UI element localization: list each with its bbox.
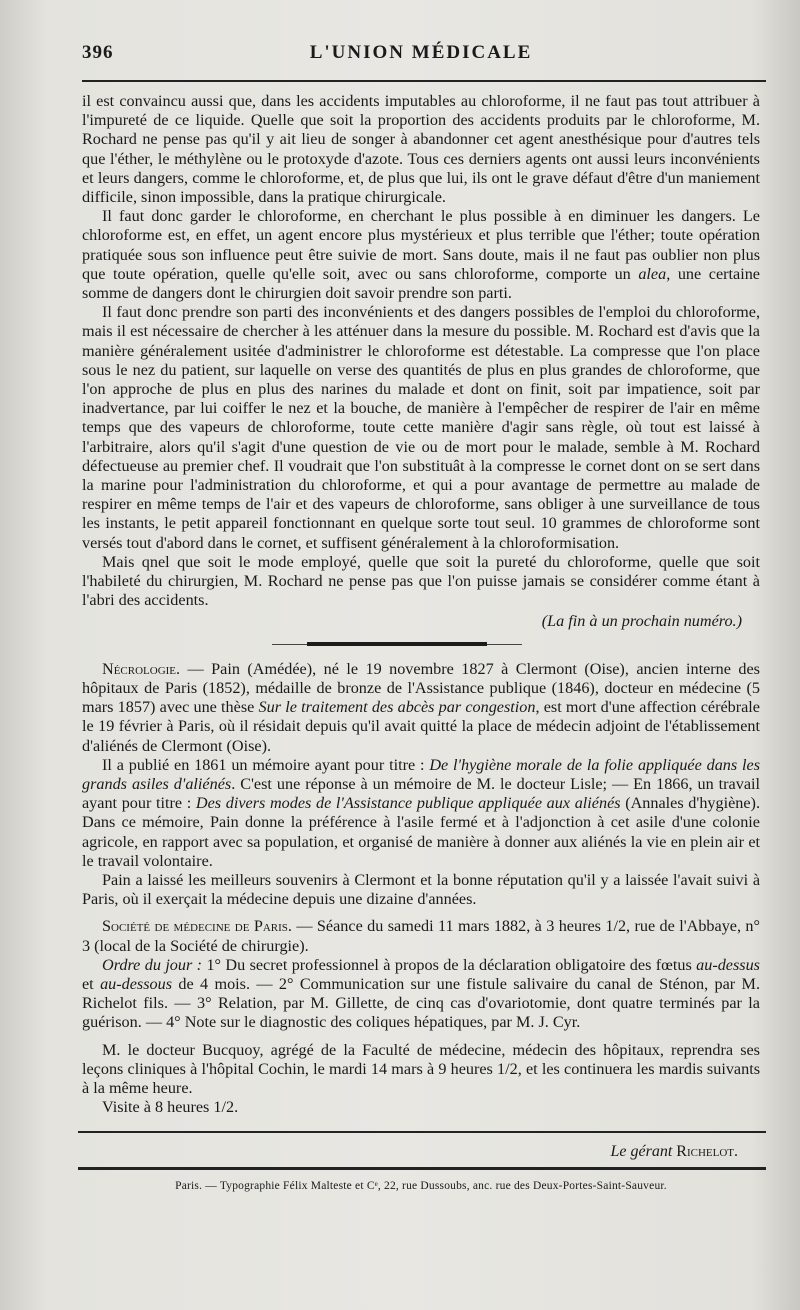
societe-text: — Séance du samedi 11 mars 1882, à 3 heures 1/2, rue de l'Abbaye, n° 3 (local de la Société de chirurgie). — [82, 917, 760, 955]
agenda-text: de 4 mois. — 2° Communication sur une fistule salivaire du canal de Sténon, par M. Richelot fils. — 3° Relation, par M. Gillette, de cinq cas d'ovariotomie, dont quatre terminés par la guérison. — 4° Note sur le diagnostic des coliques hépatiques, par M. J. Cyr. — [82, 974, 761, 1032]
section-divider — [82, 632, 760, 660]
necrologie-paragraph — [82, 756, 760, 871]
necrologie-paragraph: Pain a laissé les meilleurs souvenirs à Clermont et la bonne réputation qu'il y a laissée l'avait suivi à Paris, où il exerçait la médecine depuis une dizaine d'années. — [82, 870, 760, 909]
notice-paragraph: Visite à 8 heures 1/2. — [102, 1098, 239, 1117]
footer-rule-2 — [78, 1167, 766, 1170]
agenda-paragraph — [82, 956, 760, 1033]
societe-label: Société de médecine de Paris. — [102, 917, 292, 936]
agenda-italic: au-dessus — [696, 955, 760, 974]
continued-note: (La fin à un prochain numéro.) — [541, 612, 742, 631]
article-text: , une certaine somme de dangers dont le chirurgien doit savoir prendre son parti. — [82, 264, 760, 303]
agenda-text: et — [82, 974, 101, 993]
printer-imprint: Paris. — Typographie Félix Malteste et Cᵉ, 22, rue Dussoubs, anc. rue des Deux-Portes-Saint-Sauveur. — [175, 1180, 667, 1193]
necrologie-text: (Annales d'hygiène). Dans ce mémoire, Pain donne la préférence à l'asile fermé et à l'adjonction à cet asile d'une colonie agricole, en rapport avec sa population, et organisé de manière à donner aux aliénés la vie en plein air et le travail volontaire. — [82, 794, 760, 870]
agenda-text: 1° Du secret professionnel à propos de la déclaration obligatoire des fœtus — [202, 955, 697, 974]
necrologie-text: , est mort d'une affection cérébrale le 19 février à Paris, où il résidait depuis qu'il avait quitté la place de médecin adjoint de l'établissement d'aliénés de Clermont (Oise). — [82, 698, 760, 755]
divider-thick-line — [307, 642, 487, 646]
notice-paragraph: M. le docteur Bucquoy, agrégé de la Faculté de médecine, médecin des hôpitaux, reprendra ses leçons cliniques à l'hôpital Cochin, le mardi 14 mars à 9 heures 1/2, et les continuera les mardis suivants à la même heure. — [82, 1040, 760, 1097]
memoir-title: De l'hygiène morale de la folie appliquée dans les grands asiles d'aliénés — [82, 755, 760, 793]
necrologie-text: Il a publié en 1861 un mémoire ayant pour titre : — [102, 755, 430, 774]
page-header — [82, 30, 760, 72]
header-rule — [82, 80, 766, 82]
gerant-name: Richelot. — [676, 1143, 738, 1161]
gerant-label: Le gérant — [610, 1143, 673, 1161]
agenda-label: Ordre du jour : — [102, 955, 203, 974]
memoir-title: Des divers modes de l'Assistance publique appliquée aux aliénés — [195, 794, 621, 813]
necrologie-section — [82, 660, 760, 910]
gerant-signature — [82, 1143, 738, 1161]
necrologie-text: — Pain (Amédée), né le 19 novembre 1827 à Clermont (Oise), ancien interne des hôpitaux de Paris (1852), médaille de bronze de l'Assistance publique (1846), docteur en médecine (5 mars 1857) avec une thèse — [82, 659, 760, 717]
article-paragraph: il est convaincu aussi que, dans les accidents imputables au chloroforme, il ne faut pas tout attribuer à l'impureté de ce liquide. Quelle que soit la proportion des accidents produits par le chloroforme, M. Rochard ne pense pas qu'il y ait lieu de songer à abandonner cet agent anesthésique pour d'autres tels que l'éther, le méthylène ou le protoxyde d'azote. Tous ces derniers agents ont aussi leurs inconvénients et leurs dangers, comme le chloroforme, et, de plus que lui, ils ont le grave défaut d'être d'un maniement difficile, sinon impossible, dans la pratique chirurgicale. — [82, 92, 760, 207]
necrologie-paragraph — [82, 660, 760, 756]
bucquoy-notice — [82, 1041, 760, 1118]
footer-rule — [78, 1131, 766, 1133]
article-paragraph: Il faut donc prendre son parti des inconvénients et des dangers possibles de l'emploi du chloroforme, mais il est nécessaire de chercher à les atténuer dans la mesure du possible. M. Rochard est d'avis que la manière généralement usitée d'administrer le chloroforme est détestable. La compresse que l'on place sous le nez du patient, sur laquelle on verse des quantités de plus en plus grandes de chloroforme, que l'on approche de plus en plus des narines du malade et dont on finit, soit par impatience, soit par inadvertance, par lui coiffer le nez et la bouche, de manière à l'empêcher de respirer de l'air en même temps que des vapeurs de chloroforme, toute cette manière d'agir sans règle, où tout est laissé à l'arbitraire, alors qu'il s'agit d'une question de vie ou de mort pour le malade, semble à M. Rochard défectueuse au premier chef. Il voudrait que l'on substituât à la compresse le cornet dont on se sert dans la marine pour l'administration du chloroforme, et qui a pour avantage de permettre au malade de respirer en même temps de l'air et des vapeurs de chloroforme, sans obliger à une surveillance de tous les instants, le petit appareil fonctionnant en quelque sorte tout seul. 10 grammes de chloroforme sont versés tout d'abord dans le cornet, et suffisent généralement à la chloroformisation. — [82, 303, 760, 552]
article-italic: alea — [638, 264, 667, 283]
article-body — [82, 92, 760, 632]
societe-section — [82, 917, 760, 1032]
article-paragraph — [82, 207, 760, 303]
running-title: L'UNION MÉDICALE — [309, 42, 533, 63]
article-text: Il faut donc garder le chloroforme, en cherchant le plus possible à en diminuer les dangers. Le chloroforme est, en effet, un agent encore plus mystérieux et plus terrible que l'éther; toute opération pratiquée sous son influence peut être suivie de mort. Sans doute, mais il ne faut pas oublier non plus que toute opération, quelle qu'elle soit, avec ou sans chloroforme, comporte un — [82, 207, 760, 283]
necrologie-text: . C'est une réponse à un mémoire de M. le docteur Lisle; — En 1866, un travail ayant pour titre : — [82, 774, 760, 813]
societe-paragraph — [82, 917, 760, 955]
necrologie-label: Nécrologie. — [102, 659, 181, 678]
thesis-title: Sur le traitement des abcès par congestion — [258, 698, 536, 717]
page-number: 396 — [82, 42, 114, 63]
agenda-italic: au-dessous — [100, 974, 173, 993]
article-paragraph: Mais qnel que soit le mode employé, quelle que soit la pureté du chloroforme, quelle que soit l'habileté du chirurgien, M. Rochard ne pense pas que l'on puisse jamais se considérer comme étant à l'abri des accidents. — [82, 552, 760, 610]
